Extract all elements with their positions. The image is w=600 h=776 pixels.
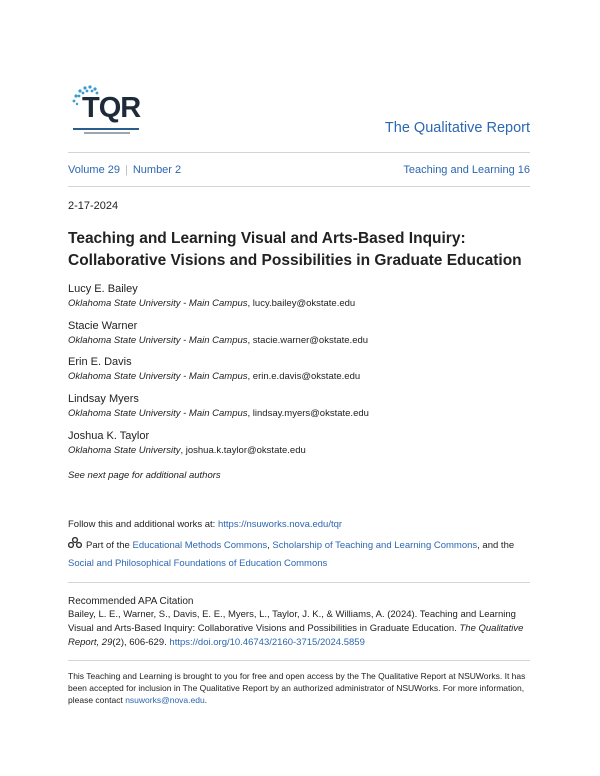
logo-tagline-bar (73, 128, 139, 130)
citation-divider (68, 582, 530, 583)
author-name: Lindsay Myers (68, 393, 139, 405)
separator: | (124, 164, 128, 176)
scholarship-teaching-commons-link[interactable]: Scholarship of Teaching and Learning Commons (272, 540, 478, 551)
apa-citation: Bailey, L. E., Warner, S., Davis, E. E., Myers, L., Taylor, J. K., & Williams, A. (2024). Teaching and Learning Visual and Arts-Based Inquiry: Collaborative Visions and Possibilities in Graduate Education. The Qualitative Report, 29(2), 606-629. https://doi.org/10.46743/2160-3715/2024.5859 (68, 609, 524, 648)
follow-text: Follow this and additional works at: (68, 519, 218, 530)
author-name: Lucy E. Bailey (68, 283, 138, 295)
author-entry (68, 356, 360, 382)
access-notice: This Teaching and Learning is brought to you for free and open access by the The Qualitative Report at NSUWorks. It has been accepted for inclusion in The Qualitative Report by an authorized administrator of NSUWorks. For more information, please contact nsuworks@nova.edu. (68, 671, 526, 705)
part-of-prefix: Part of the (86, 540, 133, 551)
author-affiliation: Oklahoma State University - Main Campus, erin.e.davis@okstate.edu (68, 371, 361, 382)
tqr-logo (68, 82, 144, 138)
citation-journal: The Qualitative Report, 29 (68, 623, 524, 648)
part-of-commons (68, 537, 538, 573)
number-link[interactable]: Number 2 (132, 164, 182, 176)
author-affiliation: Oklahoma State University - Main Campus, stacie.warner@okstate.edu (68, 335, 369, 346)
issue-divider (68, 186, 530, 187)
publication-date: 2-17-2024 (68, 200, 119, 212)
author-name: Stacie Warner (68, 320, 138, 332)
author-name: Joshua K. Taylor (68, 430, 150, 442)
author-name: Erin E. Davis (68, 356, 132, 368)
see-next-page-note: See next page for additional authors (68, 470, 221, 481)
logo-tagline-bar-2 (84, 132, 130, 134)
journal-name[interactable]: The Qualitative Report (384, 120, 530, 136)
logo-text: TQR (82, 92, 141, 124)
network-link-icon (68, 537, 82, 549)
footer-divider (68, 660, 530, 661)
part-of-separator: , and the (477, 540, 515, 551)
section-link[interactable]: Teaching and Learning 16 (403, 164, 530, 176)
author-affiliation: Oklahoma State University - Main Campus, lucy.bailey@okstate.edu (68, 298, 356, 309)
volume-link[interactable]: Volume 29 (68, 164, 120, 176)
contact-email-link[interactable]: nsuworks@nova.edu (125, 695, 205, 705)
citation-heading: Recommended APA Citation (68, 596, 194, 607)
doi-link[interactable]: https://doi.org/10.46743/2160-3715/2024.5859 (169, 637, 365, 648)
social-philosophical-commons-link[interactable]: Social and Philosophical Foundations of Education Commons (68, 558, 328, 569)
tqr-collection-link[interactable]: https://nsuworks.nova.edu/tqr (217, 519, 343, 530)
educational-methods-commons-link[interactable]: Educational Methods Commons (132, 540, 268, 551)
article-title: Teaching and Learning Visual and Arts-Based Inquiry: Collaborative Visions and Possibilities in Graduate Education (68, 230, 522, 269)
author-entry (68, 393, 369, 419)
issue-info (68, 164, 530, 176)
author-affiliation: Oklahoma State University - Main Campus, lindsay.myers@okstate.edu (68, 408, 369, 419)
author-affiliation: Oklahoma State University, joshua.k.taylor@okstate.edu (68, 445, 306, 456)
follow-line (68, 519, 342, 530)
author-entry (68, 430, 306, 456)
part-of-separator: , (267, 540, 273, 551)
author-entry (68, 320, 368, 346)
author-entry (68, 283, 355, 309)
header-divider (68, 152, 530, 153)
